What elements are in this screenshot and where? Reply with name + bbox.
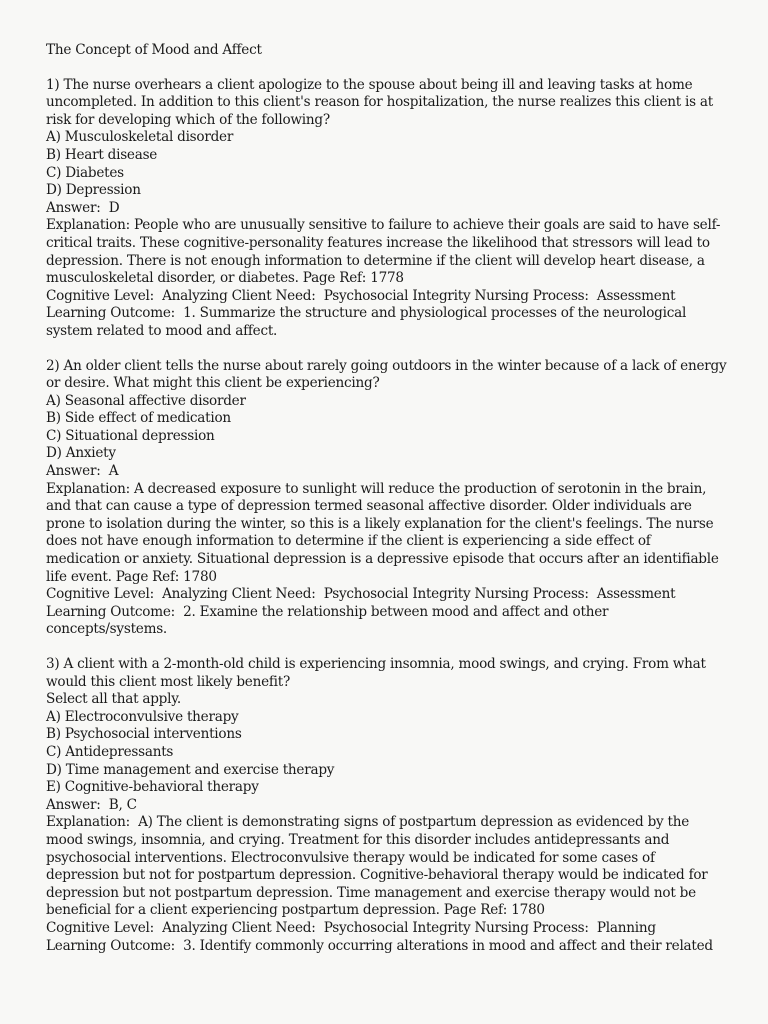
cognitive-level: Cognitive Level: Analyzing Client Need: Psychosocial Integrity Nursing Process: Assessment — [46, 287, 676, 304]
cognitive-level: Cognitive Level: Analyzing Client Need: Psychosocial Integrity Nursing Process: Assessment — [46, 586, 676, 603]
question-instruction: Select all that apply. — [46, 691, 181, 708]
question-3 — [46, 656, 728, 955]
question-1 — [46, 77, 728, 341]
option-d: D) Time management and exercise therapy — [46, 761, 335, 778]
learning-outcome: Learning Outcome: 2. Examine the relationship between mood and affect and other concepts/systems. — [46, 603, 613, 638]
explanation: Explanation: A) The client is demonstrating signs of postpartum depression as evidenced by the mood swings, insomnia, and crying. Treatment for this disorder includes antidepressants and psychosocial interventions. Electroconvulsive therapy would be indicated for some cases of depression but not for postpartum depression. Cognitive-behavioral therapy would be indicated for depression but not postpartum depression. Time management and exercise therapy would not be beneficial for a client experiencing postpartum depression. Page Ref: 1780 — [46, 814, 712, 919]
question-stem: 1) The nurse overhears a client apologize to the spouse about being ill and leaving tasks at home uncompleted. In addition to this client's reason for hospitalization, the nurse realizes this client is at risk for developing which of the following? — [46, 76, 718, 128]
answer: Answer: A — [46, 463, 119, 480]
question-stem: 3) A client with a 2-month-old child is experiencing insomnia, mood swings, and crying. From what would this client most likely benefit? — [46, 656, 710, 690]
learning-outcome: Learning Outcome: 3. Identify commonly occurring alterations in mood and affect and their related — [46, 937, 713, 954]
option-e: E) Cognitive-behavioral therapy — [46, 779, 259, 796]
option-c: C) Situational depression — [46, 427, 215, 444]
explanation: Explanation: People who are unusually sensitive to failure to achieve their goals are said to have self-critical traits. These cognitive-personality features increase the likelihood that stressors will lead to depression. There is not enough information to determine if the client will develop heart disease, a musculoskeletal disorder, or diabetes. Page Ref: 1778 — [46, 217, 721, 287]
option-c: C) Diabetes — [46, 164, 124, 181]
document-title: The Concept of Mood and Affect — [46, 42, 262, 58]
option-d: D) Anxiety — [46, 445, 116, 462]
option-b: B) Psychosocial interventions — [46, 726, 242, 743]
answer: Answer: D — [46, 199, 120, 216]
explanation: Explanation: A decreased exposure to sunlight will reduce the production of serotonin in the brain, and that can cause a type of depression termed seasonal affective disorder. Older individuals are prone to isolation during the winter, so this is a likely explanation for the client's feelings. The nurse does not have enough information to determine if the client is experiencing a side effect of medication or anxiety. Situational depression is a depressive episode that occurs after an identifiable life event. Page Ref: 1780 — [46, 480, 723, 585]
question-2 — [46, 357, 731, 640]
option-b: B) Heart disease — [46, 146, 158, 163]
option-a: A) Seasonal affective disorder — [46, 392, 246, 409]
learning-outcome: Learning Outcome: 1. Summarize the structure and physiological processes of the neurological system related to mood and affect. — [46, 305, 691, 339]
cognitive-level: Cognitive Level: Analyzing Client Need: Psychosocial Integrity Nursing Process: Planning — [46, 919, 656, 936]
option-d: D) Depression — [46, 182, 141, 199]
answer: Answer: B, C — [46, 796, 137, 813]
option-c: C) Antidepressants — [46, 743, 174, 760]
option-a: A) Musculoskeletal disorder — [46, 129, 234, 146]
option-b: B) Side effect of medication — [46, 410, 231, 427]
question-stem: 2) An older client tells the nurse about rarely going outdoors in the winter because of a lack of energy or desire. What might this client be experiencing? — [46, 357, 731, 392]
option-a: A) Electroconvulsive therapy — [46, 708, 239, 725]
